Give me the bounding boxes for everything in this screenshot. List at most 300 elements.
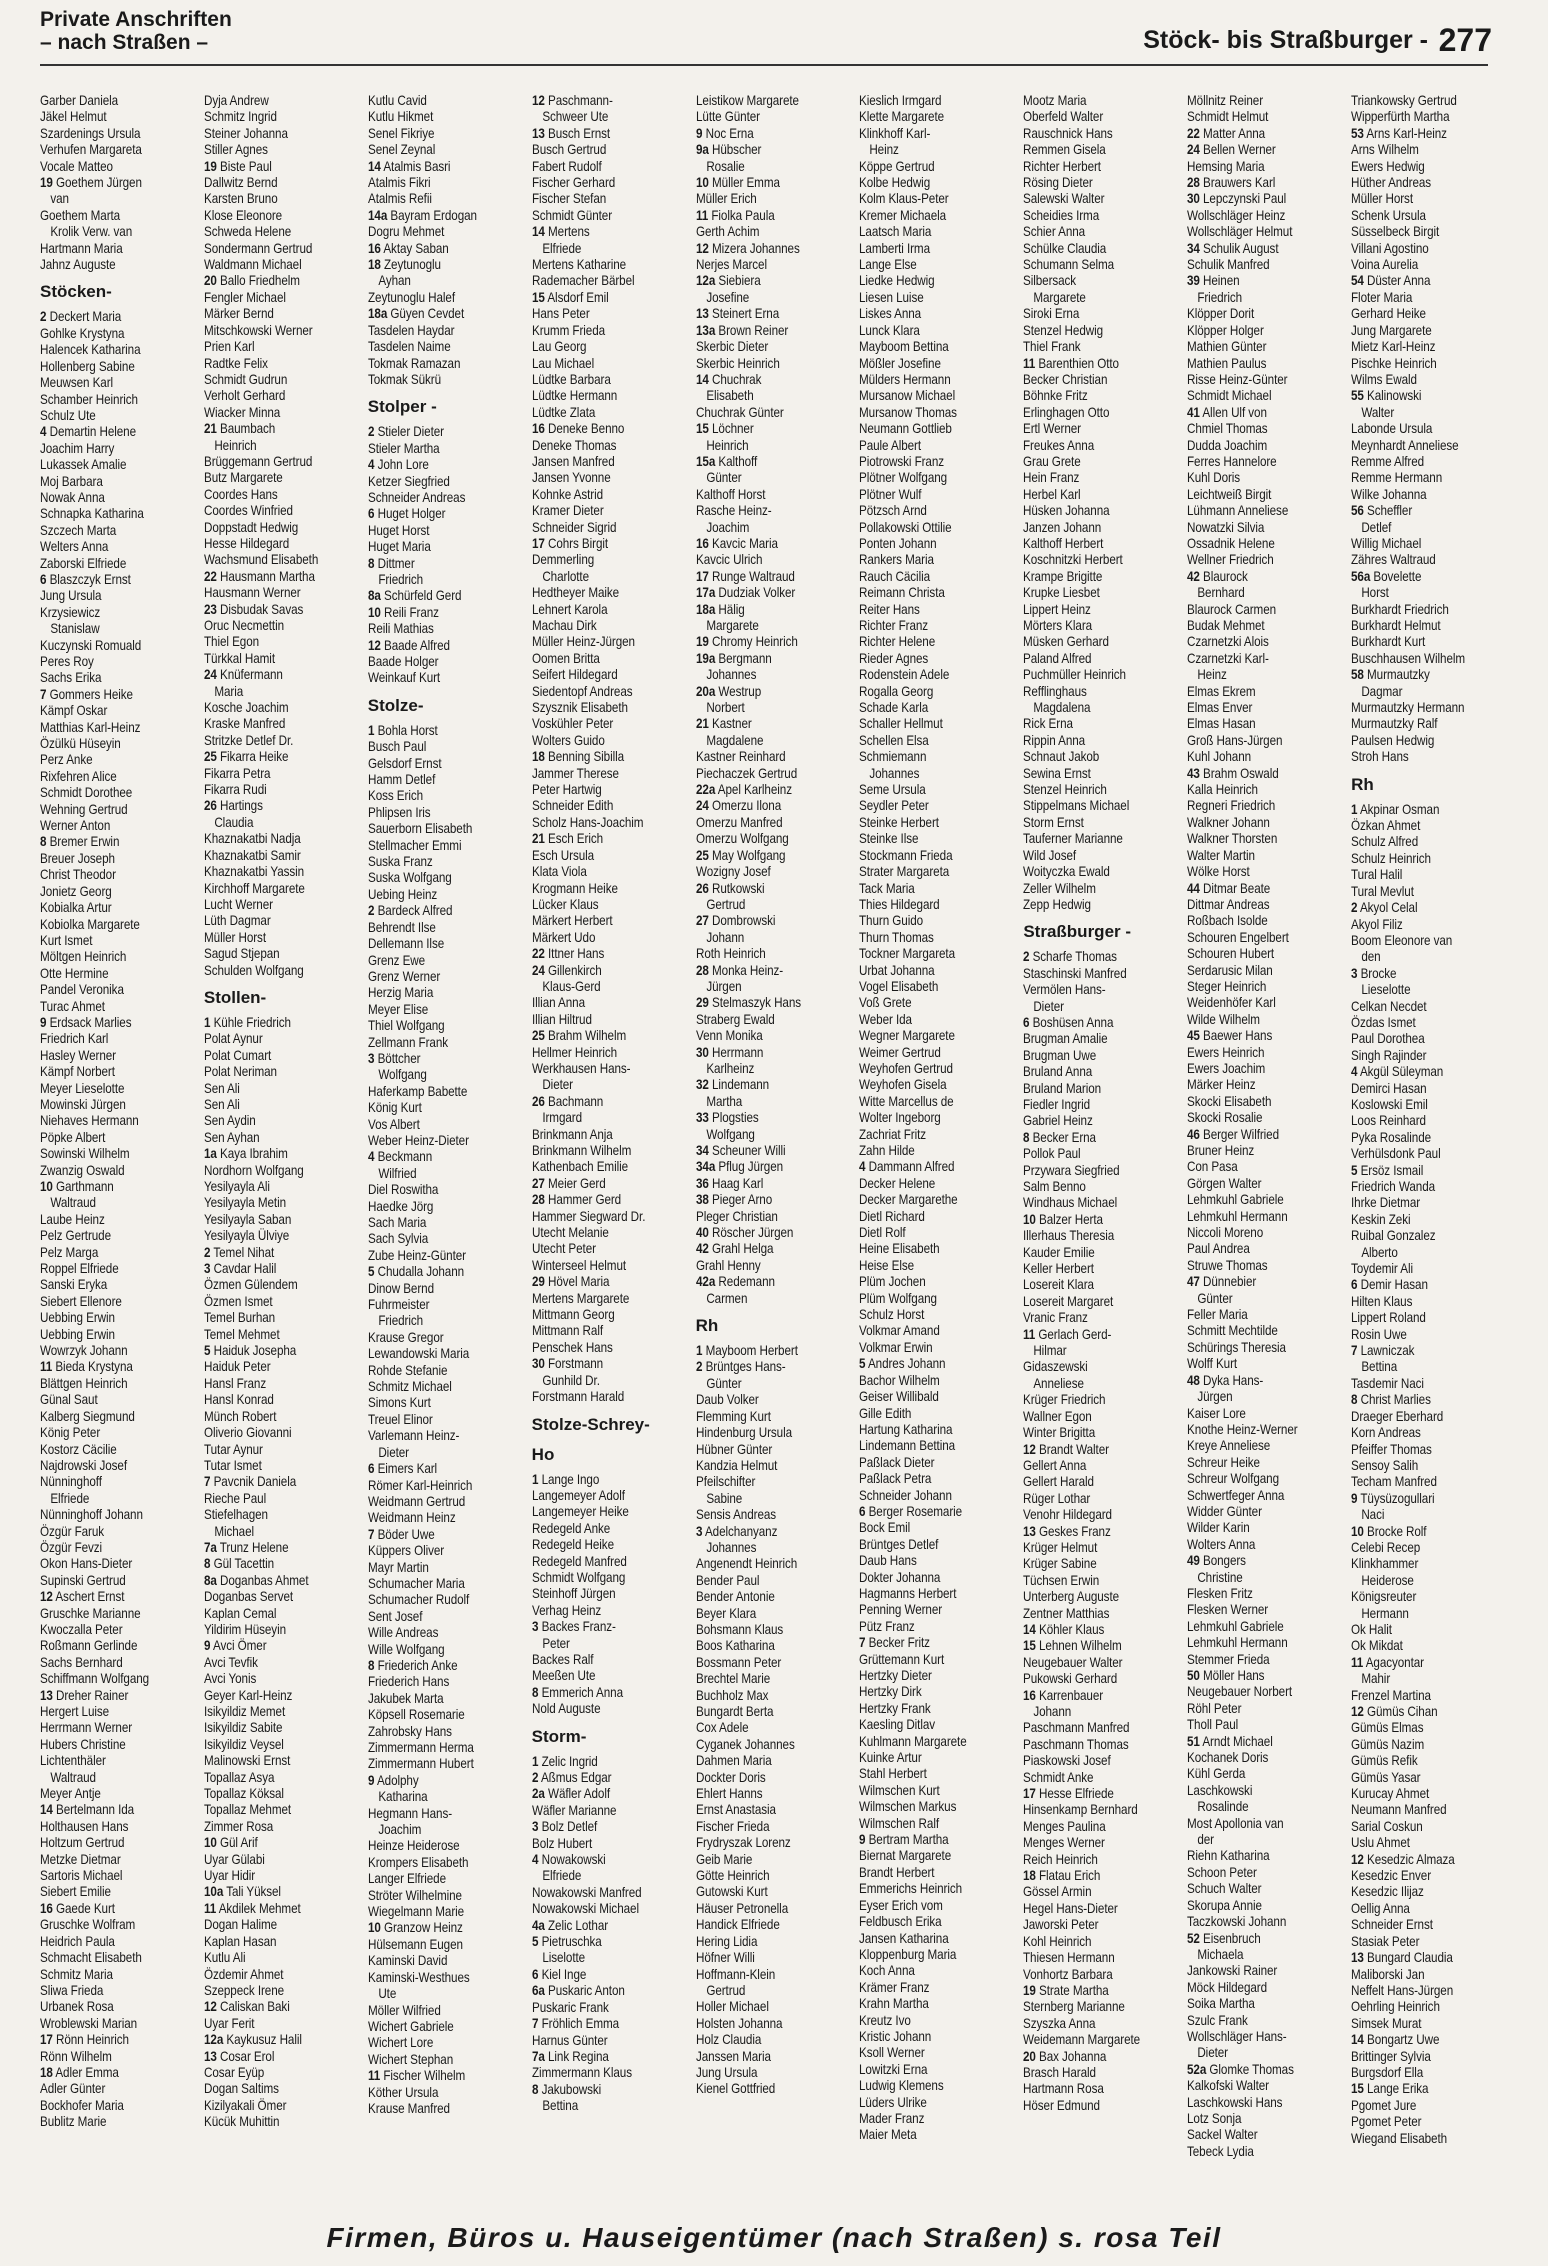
resident-entry: 9a Hübscher: [695, 142, 761, 158]
house-number: 9: [859, 1832, 866, 1848]
resident-entry: Janssen Maria: [695, 2048, 771, 2064]
resident-entry: Brüggemann Gertrud: [203, 453, 313, 469]
resident-entry: Wallner Egon: [1023, 1408, 1093, 1424]
house-number: 20: [1023, 2048, 1037, 2064]
resident-entry: Stockmann Frieda: [859, 847, 953, 863]
resident-entry: Decker Helene: [859, 1175, 936, 1191]
house-number: 17: [531, 535, 545, 551]
house-number: 50: [1187, 1668, 1201, 1683]
house-number: 24: [531, 962, 545, 978]
resident-entry: Becker Christian: [1023, 371, 1108, 387]
house-number: 19: [695, 634, 709, 650]
resident-entry: 19a Bergmann: [695, 650, 772, 666]
house-number: 6: [367, 1461, 375, 1477]
resident-entry: Kaminski-Westhues: [367, 1969, 470, 1985]
resident-entry: Matthias Karl-Heinz: [40, 719, 141, 735]
resident-entry: Struwe Thomas: [1187, 1257, 1268, 1273]
resident-entry: Seme Ursula: [859, 782, 927, 798]
resident-entry: Burgsdorf Ella: [1351, 2064, 1424, 2080]
resident-entry: Meynhardt Anneliese: [1351, 437, 1459, 453]
resident-entry: Uebbing Erwin: [40, 1310, 115, 1326]
resident-entry: Hansl Franz: [203, 1375, 266, 1391]
resident-entry: Hartmann Rosa: [1023, 2081, 1105, 2097]
resident-entry: Heise Else: [859, 1257, 915, 1273]
resident-entry: 42a Redemann: [695, 1274, 775, 1290]
resident-entry: Gerth Achim: [695, 224, 759, 240]
resident-entry: Treuel Elinor: [367, 1411, 433, 1427]
resident-entry: Nowakowski Michael: [531, 1901, 639, 1917]
resident-entry: 17 Hesse Elfriede: [1023, 1786, 1115, 1802]
resident-entry: Lehmkuhl Hermann: [1187, 1208, 1288, 1224]
resident-entry: Techam Manfred: [1351, 1474, 1437, 1490]
resident-entry: Winterseel Helmut: [531, 1257, 626, 1273]
resident-entry: 12 Aschert Ernst: [40, 1589, 125, 1605]
house-number: 8a: [203, 1572, 217, 1588]
resident-entry: Skerbic Heinrich: [695, 355, 780, 371]
house-number: 32: [695, 1077, 709, 1093]
resident-entry: 2 Temel Nihat: [203, 1244, 275, 1260]
resident-entry: Plötner Wolfgang: [859, 470, 948, 486]
resident-entry: 22a Apel Karlheinz: [695, 782, 792, 798]
resident-entry: Boom Eleonore van: [1351, 932, 1453, 948]
resident-entry: Soika Martha: [1187, 1996, 1256, 2012]
house-number: 11: [1023, 1326, 1036, 1342]
resident-entry: Chmiel Thomas: [1187, 421, 1268, 437]
house-number: 22: [203, 568, 217, 584]
resident-entry: Roßmann Gerlinde: [40, 1638, 138, 1654]
resident-entry: Taczkowski Johann: [1187, 1914, 1287, 1930]
resident-entry: Wollschläger Hans-: [1187, 2028, 1287, 2044]
resident-entry: Langemeyer Heike: [531, 1504, 629, 1520]
resident-entry: 6 Huget Holger: [367, 506, 446, 522]
resident-entry: Wipperfürth Martha: [1351, 109, 1450, 125]
resident-entry: Utecht Melanie: [531, 1225, 609, 1241]
house-number: 17: [1023, 1786, 1037, 1802]
resident-entry: Reich Heinrich: [1023, 1851, 1099, 1867]
resident-entry: 23 Disbudak Savas: [203, 601, 304, 617]
resident-entry: 11 Gerlach Gerd-: [1023, 1326, 1112, 1342]
resident-entry: Klata Viola: [531, 864, 587, 880]
resident-entry: Metzke Dietmar: [40, 1851, 121, 1867]
resident-entry: Krzysiewicz: [40, 604, 101, 620]
resident-entry: Weyhofen Gisela: [859, 1077, 947, 1093]
resident-entry-continuation: Joachim: [378, 1822, 422, 1838]
resident-entry: 5 Haiduk Josepha: [203, 1343, 297, 1359]
page-footer: Firmen, Büros u. Hauseigentümer (nach Straßen) s. rosa Teil: [326, 2222, 1222, 2253]
house-number: 5: [203, 1343, 211, 1359]
resident-entry: Hübner Günter: [695, 1441, 772, 1457]
resident-entry: 40 Röscher Jürgen: [695, 1225, 793, 1241]
resident-entry: Mursanow Michael: [859, 388, 956, 404]
resident-entry-continuation: Katharina: [378, 1789, 428, 1805]
resident-entry: Weinkauf Kurt: [367, 670, 440, 686]
resident-entry: Angenendt Heinrich: [695, 1556, 797, 1572]
resident-entry: Jaworski Peter: [1023, 1917, 1099, 1933]
resident-entry: 13 Geskes Franz: [1023, 1523, 1112, 1539]
resident-entry: Bachor Wilhelm: [859, 1372, 941, 1388]
resident-entry: Schulden Wolfgang: [203, 962, 304, 978]
resident-entry: Szczech Marta: [40, 522, 117, 538]
resident-entry: Sewina Ernst: [1023, 765, 1092, 781]
resident-entry: Müller Horst: [1351, 191, 1414, 207]
resident-entry-continuation: Waltraud: [50, 1769, 96, 1785]
resident-entry: 42 Blaurock: [1187, 568, 1249, 584]
resident-entry: 22 Hausmann Martha: [203, 568, 315, 584]
resident-entry: Hertzky Dirk: [859, 1684, 923, 1700]
resident-entry: Wichert Lore: [367, 2035, 434, 2051]
house-number: 19: [203, 158, 217, 174]
resident-entry: Szyszka Anna: [1023, 2015, 1096, 2031]
resident-entry: Backes Ralf: [531, 1651, 594, 1667]
resident-entry: Uyar Ferit: [203, 2015, 255, 2031]
resident-entry: Gümüs Yasar: [1351, 1769, 1421, 1785]
resident-entry: Burkhardt Friedrich: [1351, 601, 1449, 617]
house-number: 6: [1023, 1014, 1030, 1030]
house-number: 44: [1187, 880, 1201, 896]
resident-entry: Klinkhammer: [1351, 1556, 1419, 1572]
resident-entry: Halencek Katharina: [40, 342, 141, 358]
resident-entry: Kohl Heinrich: [1023, 1933, 1092, 1949]
resident-entry: 1 Mayboom Herbert: [695, 1343, 798, 1359]
resident-entry: Mülders Hermann: [859, 371, 952, 387]
house-number: 9: [695, 125, 702, 141]
house-number: 16: [367, 240, 381, 256]
house-number: 11: [40, 1359, 53, 1375]
resident-entry: 11 Barenthien Otto: [1023, 355, 1120, 371]
resident-entry: Möller Wilfried: [367, 2002, 441, 2018]
resident-entry: Nowak Anna: [40, 489, 105, 505]
resident-entry: Stiefelhagen: [203, 1507, 268, 1523]
resident-entry: Skerbic Dieter: [695, 339, 768, 355]
resident-entry: Sensis Andreas: [695, 1507, 776, 1523]
resident-entry: Gellert Harald: [1023, 1474, 1095, 1490]
resident-entry: Paul Dorothea: [1351, 1031, 1425, 1047]
resident-entry: Simsek Murat: [1351, 2015, 1422, 2031]
resident-entry: Winter Brigitta: [1023, 1425, 1096, 1441]
resident-entry: Nowakowski Manfred: [531, 1884, 642, 1900]
resident-entry: Kesedzic Ilijaz: [1351, 1884, 1424, 1900]
resident-entry: 3 Cavdar Halil: [203, 1261, 277, 1277]
resident-entry: Ewers Joachim: [1187, 1060, 1266, 1076]
resident-entry: Küppers Oliver: [367, 1543, 444, 1559]
resident-entry: Rüger Lothar: [1023, 1490, 1091, 1506]
resident-entry: 24 Gillenkirch: [531, 962, 602, 978]
resident-entry: Mertens Katharine: [531, 257, 626, 273]
resident-entry: Özkan Ahmet: [1351, 818, 1421, 834]
resident-entry: Ok Halit: [1351, 1621, 1393, 1637]
resident-entry: Piaskowski Josef: [1023, 1753, 1111, 1769]
resident-entry: 32 Lindemann: [695, 1077, 769, 1093]
resident-entry: 8 Becker Erna: [1023, 1129, 1097, 1145]
resident-entry: 8 Gül Tacettin: [203, 1556, 274, 1572]
resident-entry: Bockhofer Maria: [40, 2097, 124, 2113]
resident-entry: Özgür Faruk: [40, 1523, 105, 1539]
resident-entry: Schaller Hellmut: [859, 716, 944, 732]
resident-entry: Busch Gertrud: [531, 142, 606, 158]
resident-entry: 16 Gaede Kurt: [40, 1900, 115, 1916]
house-number: 8: [531, 1684, 539, 1700]
resident-entry: Hoffmann-Klein: [695, 1966, 775, 1982]
resident-entry: 10 Gül Arif: [203, 1835, 258, 1851]
resident-entry: 11 Agacyontar: [1351, 1654, 1425, 1670]
resident-entry: Dittmar Andreas: [1187, 896, 1270, 912]
resident-entry: 20 Ballo Friedhelm: [203, 273, 300, 289]
house-number: 26: [531, 1093, 545, 1109]
house-number: 14: [1351, 2032, 1364, 2048]
resident-entry: Krampe Brigitte: [1023, 568, 1103, 584]
resident-entry: Hellmer Heinrich: [531, 1044, 617, 1060]
resident-entry: Bender Paul: [695, 1572, 759, 1588]
resident-entry: 13 Busch Ernst: [531, 125, 610, 141]
resident-entry: Lunck Klara: [859, 322, 921, 338]
resident-entry: Paland Alfred: [1023, 650, 1092, 666]
resident-entry: Sauerborn Elisabeth: [367, 821, 473, 837]
house-number: 12: [531, 93, 545, 108]
house-number: 14a: [367, 207, 388, 223]
resident-entry: Elmas Enver: [1187, 700, 1253, 716]
resident-entry: Münch Robert: [203, 1408, 277, 1424]
resident-entry: Tural Mevlut: [1351, 883, 1414, 899]
resident-entry: 4 Demartin Helene: [40, 424, 137, 440]
resident-entry: 41 Allen Ulf von: [1187, 404, 1268, 420]
resident-entry: Mayboom Bettina: [859, 339, 950, 355]
house-number: 30: [1187, 191, 1201, 207]
resident-entry: Liskes Anna: [859, 306, 922, 322]
resident-entry: 21 Esch Erich: [531, 831, 603, 847]
house-number: 7: [531, 2016, 539, 2032]
resident-entry: 34 Scheuner Willi: [695, 1143, 786, 1158]
resident-entry: 5 Andres Johann: [859, 1356, 946, 1372]
house-number: 2a: [531, 1786, 545, 1802]
resident-entry: Wolters Guido: [531, 732, 605, 748]
resident-entry: Hergert Luise: [40, 1704, 110, 1719]
resident-entry: Redegeld Heike: [531, 1537, 614, 1553]
resident-entry: 21 Kastner: [695, 716, 752, 732]
resident-entry: Turac Ahmet: [40, 998, 105, 1014]
resident-entry: Arns Wilhelm: [1351, 142, 1419, 158]
house-number: 14: [695, 371, 709, 387]
resident-entry: Coordes Winfried: [203, 503, 293, 519]
resident-entry: Losereit Margaret: [1023, 1293, 1114, 1309]
resident-entry: Stemmer Frieda: [1187, 1651, 1270, 1667]
resident-entry: Holtzum Gertrud: [40, 1835, 125, 1851]
resident-entry: Butz Margarete: [203, 470, 283, 486]
resident-entry: 6 Blaszczyk Ernst: [40, 571, 131, 587]
resident-entry: Voskühler Peter: [531, 716, 613, 732]
resident-entry: Nünninghoff: [40, 1474, 102, 1490]
house-number: 3: [1351, 965, 1358, 981]
resident-entry: 55 Kalinowski: [1351, 388, 1422, 404]
resident-entry: Tüchsen Erwin: [1023, 1572, 1100, 1588]
resident-entry: Hartmann Maria: [40, 240, 123, 256]
resident-entry: 16 Kavcic Maria: [695, 535, 778, 551]
resident-entry: Remmen Gisela: [1023, 142, 1107, 158]
resident-entry: Schreur Wolfgang: [1187, 1471, 1280, 1487]
resident-entry: 6 Boshüsen Anna: [1023, 1014, 1114, 1030]
resident-entry: Holsten Johanna: [695, 2015, 783, 2031]
resident-entry: 7 Becker Fritz: [859, 1635, 931, 1651]
resident-entry: 14 Bertelmann Ida: [40, 1802, 135, 1818]
resident-entry: Rasche Heinz-: [695, 503, 772, 519]
resident-entry: Sensoy Salih: [1351, 1457, 1419, 1473]
house-number: 15: [1023, 1638, 1037, 1654]
resident-entry-continuation: Charlotte: [541, 568, 589, 584]
resident-entry: Fischer Frieda: [695, 1818, 770, 1834]
resident-entry: 30 Forstmann: [531, 1356, 603, 1372]
resident-entry: Skocki Elisabeth: [1187, 1093, 1272, 1109]
resident-entry: Skorupa Annie: [1187, 1897, 1263, 1913]
resident-entry: Kolm Klaus-Peter: [859, 191, 950, 207]
resident-entry: Röhl Peter: [1187, 1700, 1242, 1716]
resident-entry: Hüther Andreas: [1351, 175, 1432, 191]
resident-entry: Kaplan Hasan: [203, 1933, 277, 1949]
resident-entry: Lippert Heinz: [1023, 601, 1092, 617]
resident-entry: Herzig Maria: [367, 985, 434, 1001]
resident-entry: Groß Hans-Jürgen: [1187, 732, 1283, 748]
resident-entry: Dokter Johanna: [859, 1569, 941, 1585]
resident-entry: Görgen Walter: [1187, 1175, 1262, 1191]
resident-entry: Hesse Hildegard: [203, 535, 290, 551]
house-number: 12: [1351, 1851, 1364, 1867]
resident-entry-continuation: Stanislaw: [50, 621, 100, 637]
house-number: 26: [695, 880, 709, 896]
resident-entry: 4 Akgül Süleyman: [1351, 1064, 1444, 1080]
resident-entry: Vos Albert: [367, 1116, 420, 1132]
resident-entry: Ertl Werner: [1023, 421, 1082, 437]
house-number: 13: [203, 2048, 217, 2064]
resident-entry: 24 Bellen Werner: [1187, 142, 1276, 158]
resident-entry: Keller Herbert: [1023, 1261, 1095, 1277]
resident-entry: Geyer Karl-Heinz: [203, 1687, 293, 1703]
resident-entry: 39 Heinen: [1187, 273, 1240, 289]
resident-entry: Stroh Hans: [1351, 749, 1409, 765]
resident-entry: Puchmüller Heinrich: [1023, 667, 1127, 683]
resident-entry-continuation: Josefine: [705, 289, 749, 305]
resident-entry: Remme Alfred: [1351, 453, 1425, 469]
resident-entry: Redegeld Manfred: [531, 1553, 627, 1569]
resident-entry: Haedke Jörg: [367, 1198, 434, 1214]
resident-entry: Schwertfeger Anna: [1187, 1487, 1285, 1503]
resident-entry: Daub Hans: [859, 1553, 918, 1569]
resident-entry: Riehn Katharina: [1187, 1848, 1270, 1864]
resident-entry: 6 Eimers Karl: [367, 1461, 437, 1477]
resident-entry: Yesilyayla Ülviye: [203, 1228, 290, 1244]
house-number: 12: [695, 240, 709, 256]
resident-entry: Rankers Maria: [859, 552, 935, 568]
resident-entry: Sarial Coskun: [1351, 1818, 1423, 1834]
resident-entry: Meuwsen Karl: [40, 375, 114, 391]
resident-entry: Steger Heinrich: [1187, 978, 1267, 994]
house-number: 15: [1351, 2081, 1364, 2097]
resident-entry: Emmerichs Heinrich: [859, 1881, 963, 1897]
resident-entry: 7 Fröhlich Emma: [531, 2016, 619, 2032]
resident-entry: Zentner Matthias: [1023, 1605, 1110, 1621]
resident-entry: Gutowski Kurt: [695, 1884, 768, 1900]
resident-entry: Sowinski Wilhelm: [40, 1146, 130, 1162]
resident-entry-continuation: Klaus-Gerd: [541, 978, 601, 994]
resident-entry: Atalmis Fikri: [367, 175, 431, 191]
resident-entry: Vocale Matteo: [40, 158, 113, 174]
resident-entry: Busch Paul: [367, 739, 427, 755]
resident-entry: Wilde Wilhelm: [1187, 1011, 1261, 1027]
house-number: 16: [40, 1900, 53, 1916]
resident-entry: Ketzer Siegfried: [367, 473, 450, 489]
resident-entry: Coordes Hans: [203, 486, 278, 502]
resident-entry: Plüm Jochen: [859, 1274, 927, 1290]
resident-entry: Karsten Bruno: [203, 191, 278, 207]
resident-entry-continuation: Maria: [214, 683, 244, 699]
resident-entry: Con Pasa: [1187, 1159, 1238, 1175]
resident-entry: 47 Dünnebier: [1187, 1274, 1257, 1290]
house-number: 25: [695, 847, 709, 863]
resident-entry: Dahmen Maria: [695, 1753, 772, 1769]
resident-entry: Lehmkuhl Hermann: [1187, 1635, 1288, 1651]
resident-entry-continuation: Walter: [1361, 404, 1395, 420]
resident-entry: 10 Müller Emma: [695, 175, 780, 191]
resident-entry: Kutlu Cavid: [367, 93, 427, 108]
resident-entry: Gidaszewski: [1023, 1359, 1089, 1375]
resident-entry: 13 Cosar Erol: [203, 2048, 275, 2064]
resident-entry: 20a Westrup: [695, 683, 761, 699]
resident-entry: Kutlu Hikmet: [367, 109, 434, 125]
house-number: 45: [1187, 1028, 1201, 1044]
resident-entry: Reiter Hans: [859, 601, 921, 617]
resident-entry: Illerhaus Theresia: [1023, 1228, 1115, 1244]
resident-entry: Paßlack Dieter: [859, 1454, 935, 1470]
resident-entry: Schreur Heike: [1187, 1454, 1261, 1470]
resident-entry: Schulik Manfred: [1187, 257, 1270, 273]
street-heading: Storm-: [531, 1726, 587, 1746]
house-number: 47: [1187, 1274, 1201, 1290]
resident-entry: Oruc Necmettin: [203, 618, 284, 633]
resident-entry: Doppstadt Hedwig: [203, 519, 299, 535]
resident-entry: 25 Brahm Wilhelm: [531, 1028, 626, 1044]
house-number: 7: [859, 1635, 866, 1651]
resident-entry-continuation: Rosalie: [705, 158, 745, 174]
resident-entry: Krämer Franz: [859, 1979, 930, 1995]
resident-entry: Wild Josef: [1023, 847, 1077, 863]
resident-entry: Nünninghoff Johann: [40, 1507, 143, 1523]
resident-entry: 46 Berger Wilfried: [1187, 1126, 1280, 1142]
resident-entry: Wilmschen Kurt: [859, 1782, 941, 1798]
resident-entry: 30 Herrmann: [695, 1044, 763, 1060]
resident-entry: Zachriat Fritz: [859, 1126, 927, 1142]
resident-entry: Kurt Ismet: [40, 932, 93, 948]
resident-entry: Otte Hermine: [40, 965, 109, 981]
resident-entry: Phlipsen Iris: [367, 804, 431, 820]
resident-entry: Kolbe Hedwig: [859, 175, 931, 191]
resident-entry: Richter Herbert: [1023, 158, 1102, 174]
resident-entry: Lindemann Bettina: [859, 1438, 956, 1454]
resident-entry: Czarnetzki Karl-: [1187, 650, 1270, 666]
house-number: 7: [1351, 1343, 1358, 1359]
resident-entry: Illian Hiltrud: [531, 1011, 592, 1027]
resident-entry: 4 John Lore: [367, 457, 429, 473]
resident-entry: Günal Saut: [40, 1392, 98, 1408]
resident-entry-continuation: Elfriede: [50, 1490, 90, 1506]
resident-entry: Salm Benno: [1023, 1179, 1087, 1194]
resident-entry: Ehlert Hanns: [695, 1786, 763, 1802]
house-number: 29: [531, 1274, 545, 1290]
resident-entry-continuation: Wolfgang: [705, 1126, 755, 1142]
house-number: 12: [1023, 1441, 1037, 1457]
resident-entry: Lau Michael: [531, 355, 594, 371]
resident-entry: Jung Margarete: [1351, 322, 1432, 338]
resident-entry: Pütz Franz: [859, 1618, 916, 1634]
resident-entry: Hans Peter: [531, 306, 590, 322]
resident-entry: Losereit Klara: [1023, 1277, 1095, 1293]
resident-entry: 4 Nowakowski: [531, 1852, 606, 1868]
